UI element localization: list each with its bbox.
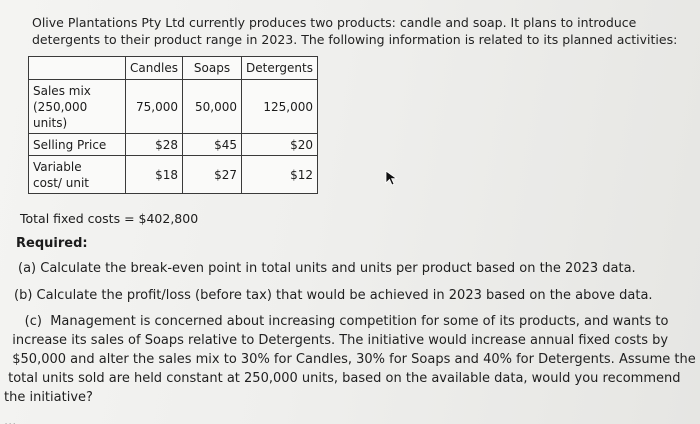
- table-header-empty: [29, 57, 126, 80]
- intro-line-1: Olive Plantations Pty Ltd currently produces two products: candle and soap. It plans to introduce: [32, 15, 637, 30]
- table-row-sales-mix: [29, 80, 318, 134]
- question-c-line: $50,000 and alter the sales mix to 30% for Candles, 30% for Soaps and 40% for Detergents. Assume the: [4, 352, 696, 367]
- row-label-selling-price: Selling Price: [29, 134, 126, 156]
- cell-soaps-sales-mix: 50,000: [183, 80, 242, 134]
- table-header-detergents: Detergents: [242, 57, 318, 80]
- cell-candles-selling-price: $28: [126, 134, 183, 156]
- table-row-variable-cost: [29, 156, 318, 194]
- cutoff-text: ...: [4, 414, 17, 424]
- required-heading: Required:: [16, 236, 88, 251]
- row-label-line: units): [33, 115, 68, 130]
- table-header-candles: Candles: [126, 57, 183, 80]
- question-b: (b) Calculate the profit/loss (before tax) that would be achieved in 2023 based on the above data.: [14, 288, 653, 303]
- cell-soaps-selling-price: $45: [183, 134, 242, 156]
- question-c-line: increase its sales of Soaps relative to Detergents. The initiative would increase annual fixed costs by: [4, 333, 669, 348]
- table-row-selling-price: [29, 134, 318, 156]
- cell-soaps-variable-cost: $27: [183, 156, 242, 194]
- row-label-sales-mix: [29, 80, 126, 134]
- row-label-line: Sales mix: [33, 83, 91, 98]
- cell-detergents-variable-cost: $12: [242, 156, 318, 194]
- row-label-line: Variable: [33, 159, 82, 174]
- question-c: [4, 312, 698, 407]
- intro-line-2: detergents to their product range in 2023. The following information is related to its planned activities:: [32, 32, 678, 47]
- cell-detergents-sales-mix: 125,000: [242, 80, 318, 134]
- fixed-costs-line: Total fixed costs = $402,800: [20, 211, 199, 226]
- question-c-line: total units sold are held constant at 250,000 units, based on the available data, would you recommend: [4, 371, 681, 386]
- product-data-table: [28, 56, 318, 194]
- mouse-cursor-icon: [385, 170, 399, 186]
- intro-paragraph: [32, 14, 682, 48]
- question-c-line: (c) Management is concerned about increasing competition for some of its products, and wants to: [4, 314, 669, 329]
- question-a: (a) Calculate the break-even point in total units and units per product based on the 2023 data.: [18, 261, 636, 276]
- table-header-row: [29, 57, 318, 80]
- row-label-variable-cost: [29, 156, 126, 194]
- cell-candles-variable-cost: $18: [126, 156, 183, 194]
- row-label-line: (250,000: [33, 99, 88, 114]
- cell-candles-sales-mix: 75,000: [126, 80, 183, 134]
- table-header-soaps: Soaps: [183, 57, 242, 80]
- cell-detergents-selling-price: $20: [242, 134, 318, 156]
- row-label-line: cost/ unit: [33, 175, 90, 190]
- question-c-line: the initiative?: [4, 390, 93, 405]
